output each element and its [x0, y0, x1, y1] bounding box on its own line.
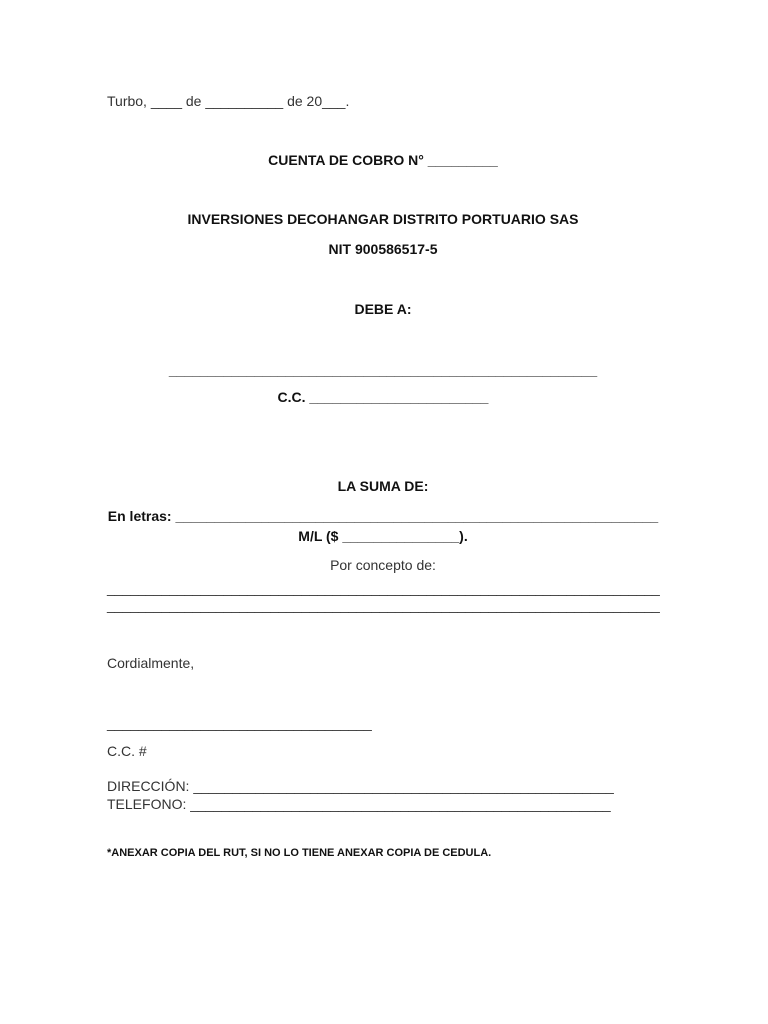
direccion-field: DIRECCIÓN: ______________________________________________________ [107, 778, 614, 794]
debe-a-heading: DEBE A: [354, 301, 412, 317]
company-name: INVERSIONES DECOHANGAR DISTRITO PORTUARIO SAS [187, 211, 579, 227]
en-letras-line: En letras: ______________________________________________________________ [107, 508, 659, 524]
la-suma-de-heading: LA SUMA DE: [337, 478, 429, 494]
concepto-line-2: _______________________________________________________________________ [107, 597, 660, 613]
document-title: CUENTA DE COBRO N° _________ [268, 152, 498, 168]
beneficiary-cc-line: C.C. _______________________ [277, 389, 489, 405]
signature-line: __________________________________ [107, 715, 372, 731]
closing-cordialmente: Cordialmente, [107, 655, 195, 671]
company-nit: NIT 900586517-5 [328, 241, 438, 257]
signer-cc-label: C.C. # [107, 743, 147, 759]
annex-note: *ANEXAR COPIA DEL RUT, SI NO LO TIENE ANEXAR COPIA DE CEDULA. [107, 847, 492, 859]
telefono-field: TELEFONO: ______________________________________________________ [107, 796, 611, 812]
concepto-line-1: _______________________________________________________________________ [107, 580, 660, 596]
date-line: Turbo, ____ de __________ de 20___. [107, 93, 350, 109]
beneficiary-name-line: _______________________________________________________ [168, 362, 598, 378]
ml-amount-line: M/L ($ _______________). [298, 528, 468, 544]
por-concepto-label: Por concepto de: [330, 557, 436, 573]
